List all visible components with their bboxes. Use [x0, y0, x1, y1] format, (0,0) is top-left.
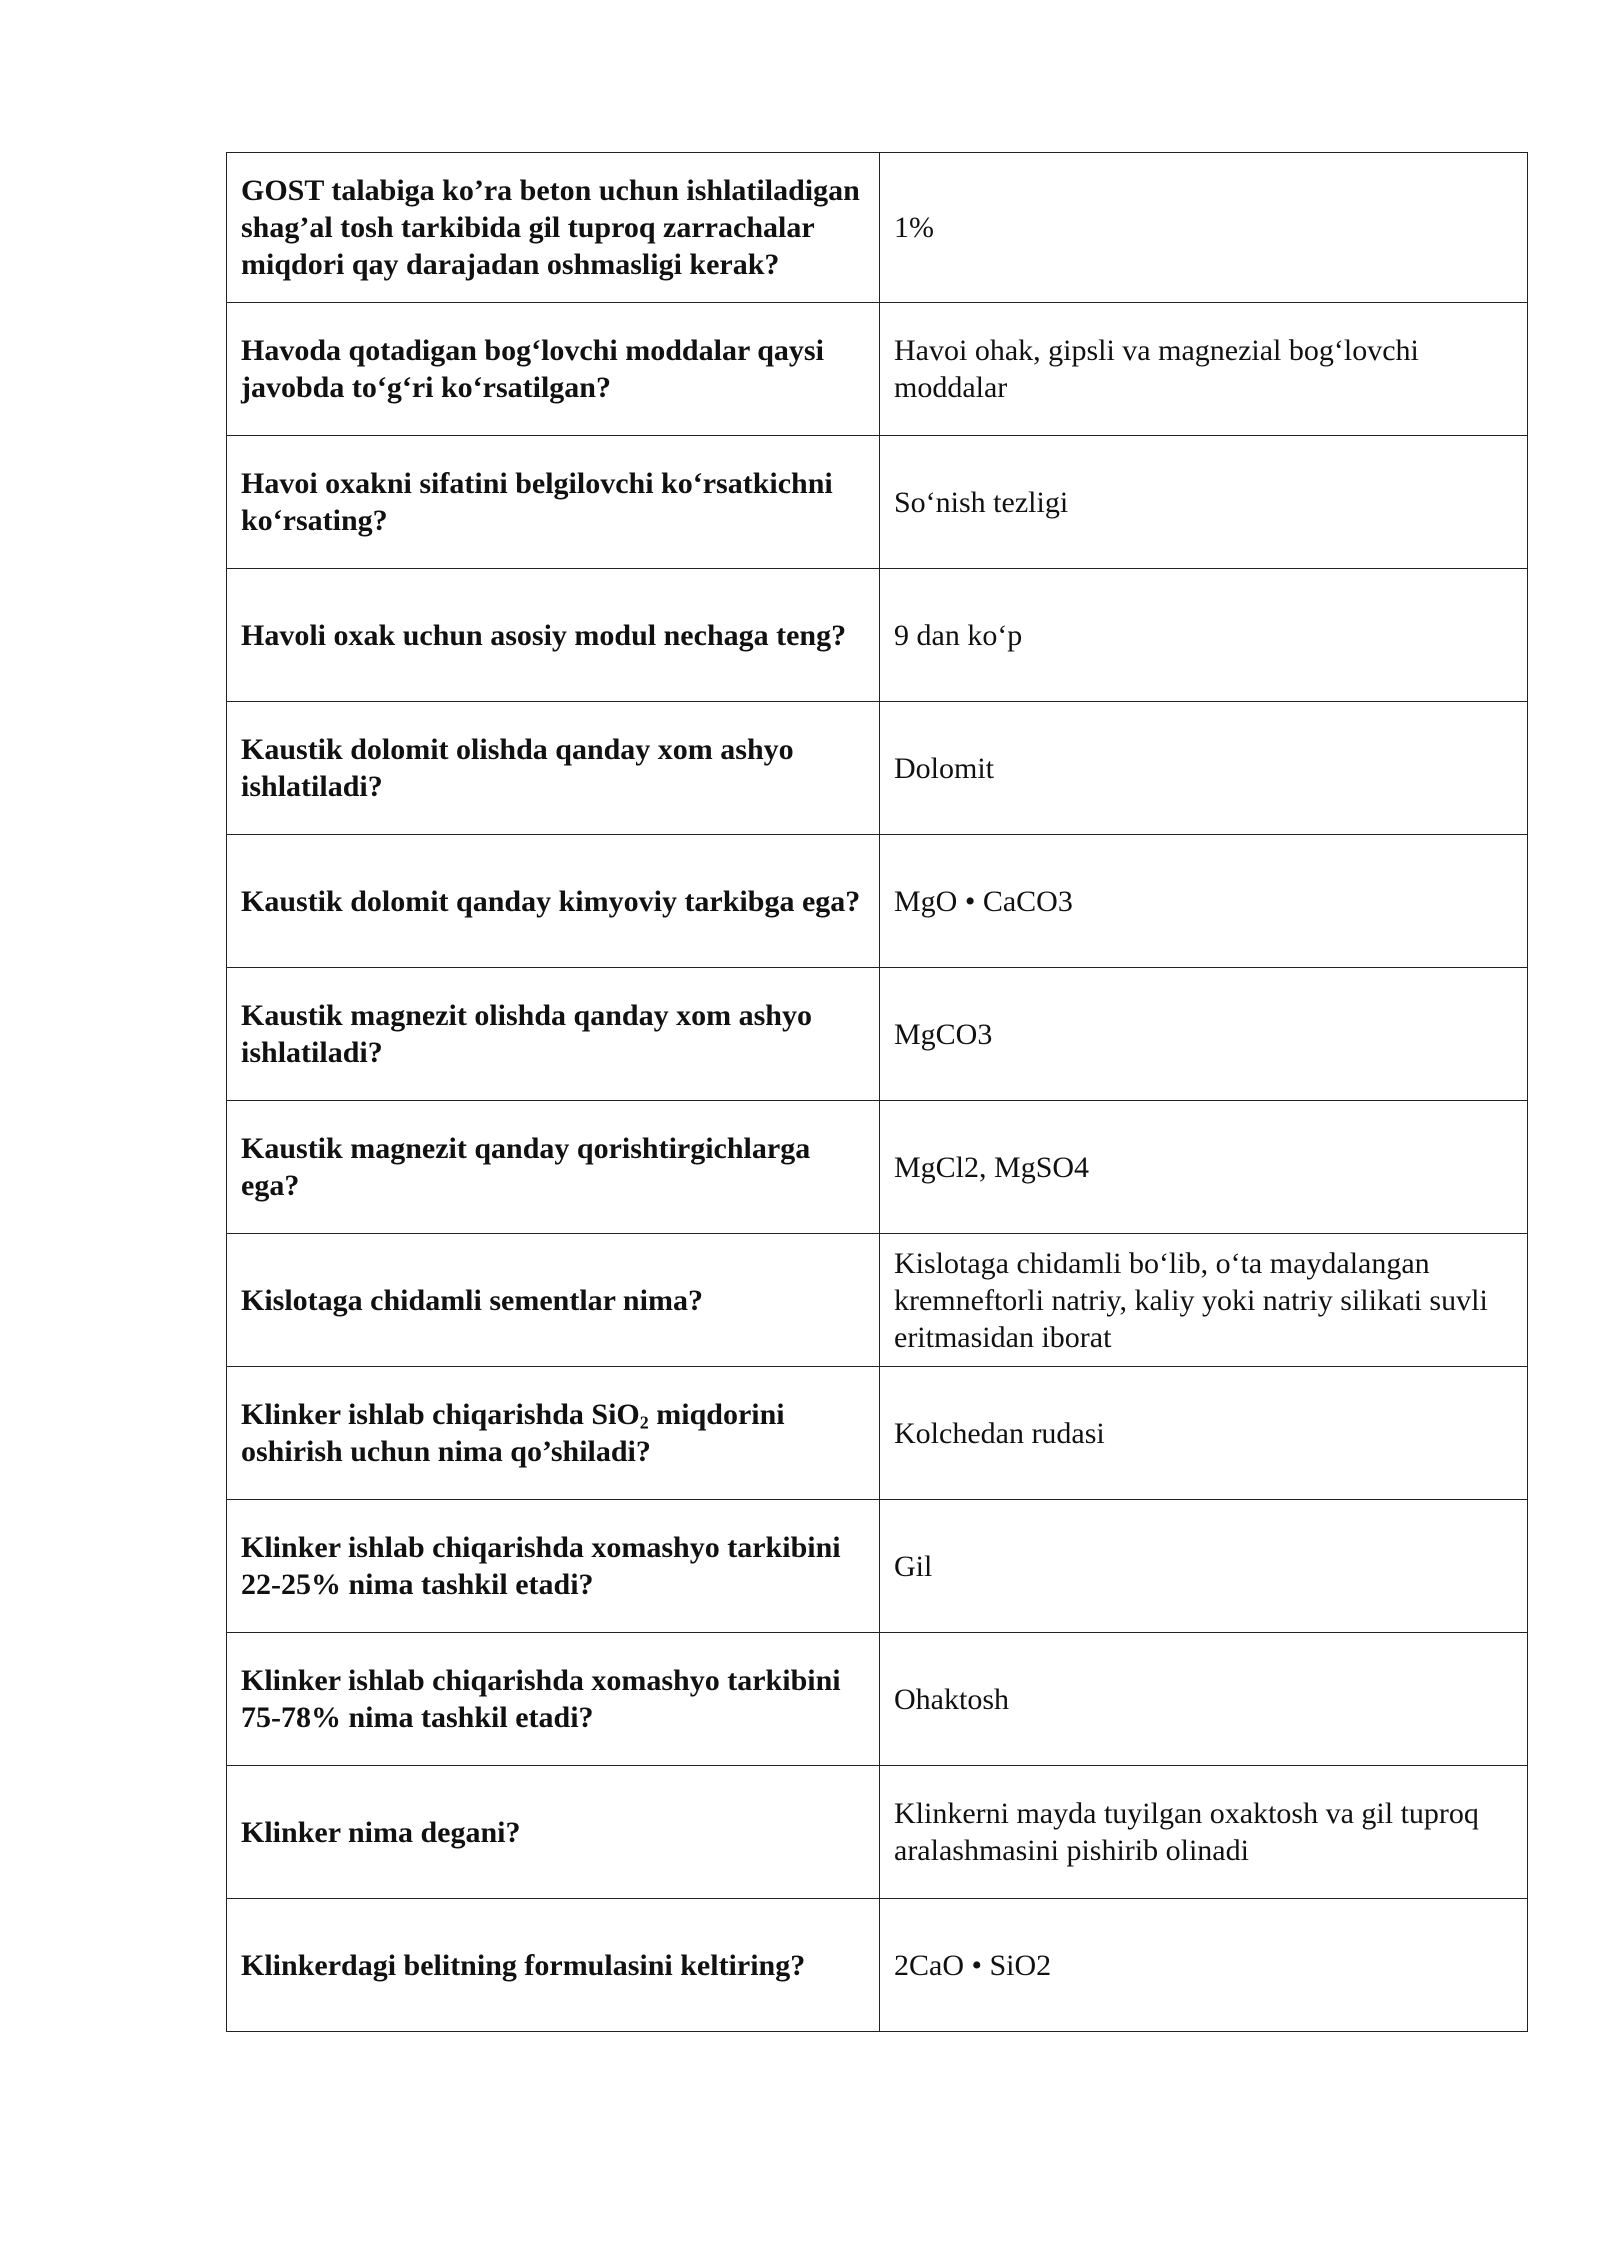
- answer-cell: 2CaO • SiO2: [880, 1899, 1528, 2032]
- subscript-digit: 2: [639, 1412, 649, 1433]
- answer-cell: MgCO3: [880, 968, 1528, 1101]
- question-cell: Kaustik magnezit olishda qanday xom ashyo ishlatiladi?: [227, 968, 880, 1101]
- answer-cell: So‘nish tezligi: [880, 436, 1528, 569]
- table-row: [227, 1766, 1528, 1899]
- answer-cell: Dolomit: [880, 702, 1528, 835]
- answer-cell: Kislotaga chidamli bo‘lib, o‘ta maydalangan kremneftorli natriy, kaliy yoki natriy silikati suvli eritmasidan iborat: [880, 1234, 1528, 1367]
- question-cell: Havoli oxak uchun asosiy modul nechaga teng?: [227, 569, 880, 702]
- table-row: [227, 835, 1528, 968]
- answer-cell: Havoi ohak, gipsli va magnezial bog‘lovchi moddalar: [880, 303, 1528, 436]
- question-cell: Kislotaga chidamli sementlar nima?: [227, 1234, 880, 1367]
- question-cell: Kaustik dolomit qanday kimyoviy tarkibga ega?: [227, 835, 880, 968]
- question-cell: Kaustik magnezit qanday qorishtirgichlarga ega?: [227, 1101, 880, 1234]
- qa-table: [226, 152, 1528, 2032]
- answer-cell: Klinkerni mayda tuyilgan oxaktosh va gil tuproq aralashmasini pishirib olinadi: [880, 1766, 1528, 1899]
- table-row: [227, 153, 1528, 303]
- answer-cell: 1%: [880, 153, 1528, 303]
- question-cell: [227, 1367, 880, 1500]
- table-row: [227, 436, 1528, 569]
- question-cell: Kaustik dolomit olishda qanday xom ashyo ishlatiladi?: [227, 702, 880, 835]
- question-cell: Klinkerdagi belitning formulasini keltiring?: [227, 1899, 880, 2032]
- question-text-before: Klinker ishlab chiqarishda SiO: [241, 1398, 640, 1431]
- answer-cell: 9 dan ko‘p: [880, 569, 1528, 702]
- table-row: [227, 702, 1528, 835]
- question-cell: Klinker nima degani?: [227, 1766, 880, 1899]
- table-row: [227, 569, 1528, 702]
- table-row: [227, 1633, 1528, 1766]
- answer-cell: Gil: [880, 1500, 1528, 1633]
- table-row: [227, 303, 1528, 436]
- table-row: [227, 1234, 1528, 1367]
- table-row: [227, 1899, 1528, 2032]
- answer-cell: Kolchedan rudasi: [880, 1367, 1528, 1500]
- question-cell: GOST talabiga ko’ra beton uchun ishlatiladigan shag’al tosh tarkibida gil tuproq zarrachalar miqdori qay darajadan oshmasligi kerak?: [227, 153, 880, 303]
- answer-cell: Ohaktosh: [880, 1633, 1528, 1766]
- question-cell: Klinker ishlab chiqarishda xomashyo tarkibini 75-78% nima tashkil etadi?: [227, 1633, 880, 1766]
- table-row: [227, 1367, 1528, 1500]
- table-row: [227, 1101, 1528, 1234]
- question-text-after: miqdorini oshirish uchun nima qo’shiladi?: [241, 1398, 785, 1468]
- question-cell: Havoda qotadigan bog‘lovchi moddalar qaysi javobda to‘g‘ri ko‘rsatilgan?: [227, 303, 880, 436]
- table-row: [227, 968, 1528, 1101]
- answer-cell: MgCl2, MgSO4: [880, 1101, 1528, 1234]
- table-row: [227, 1500, 1528, 1633]
- question-cell: Klinker ishlab chiqarishda xomashyo tarkibini 22-25% nima tashkil etadi?: [227, 1500, 880, 1633]
- question-cell: Havoi oxakni sifatini belgilovchi ko‘rsatkichni ko‘rsating?: [227, 436, 880, 569]
- answer-cell: MgO • CaCO3: [880, 835, 1528, 968]
